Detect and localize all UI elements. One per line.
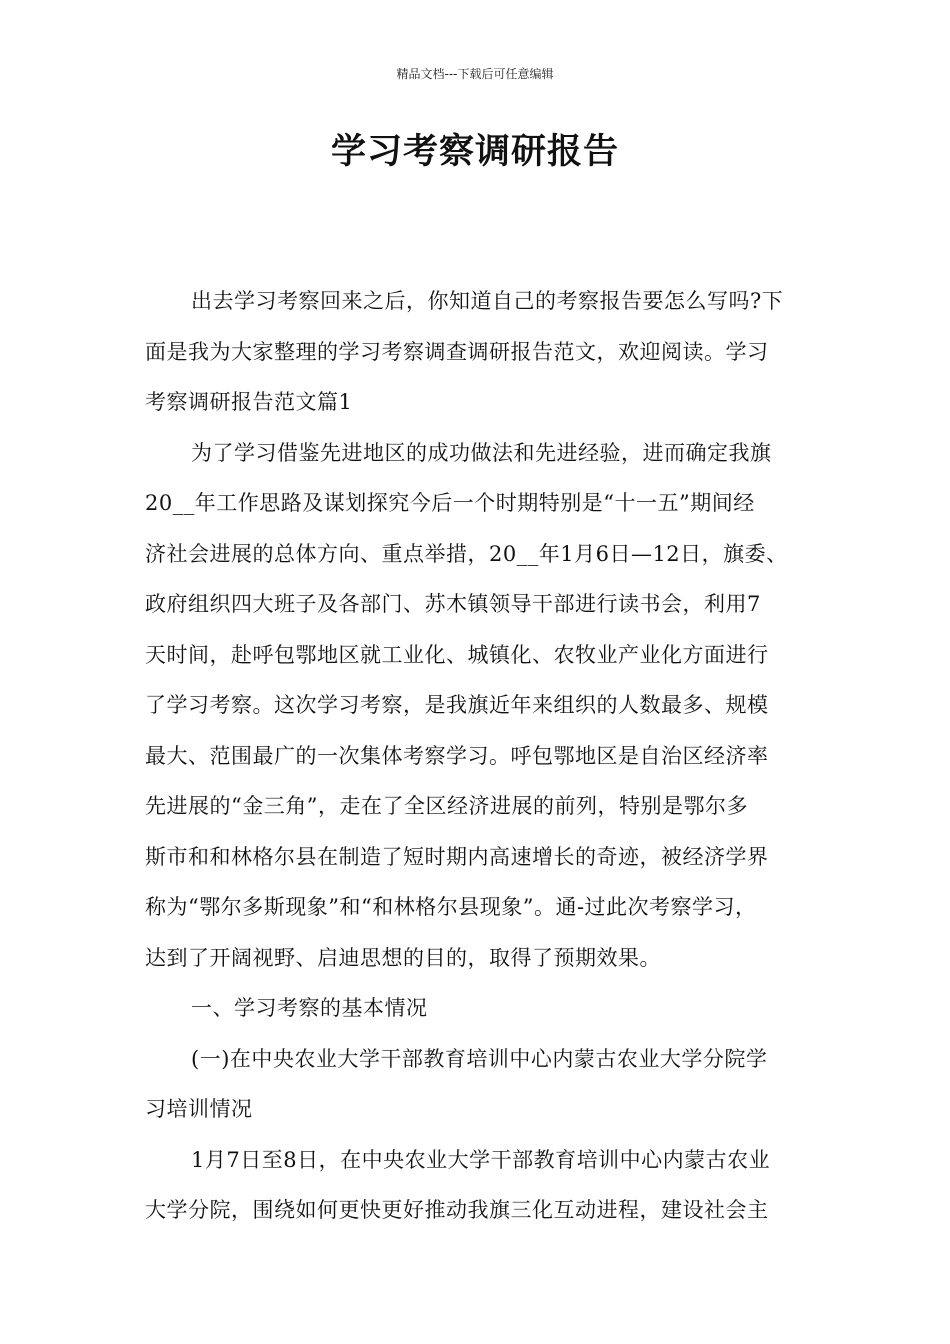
subsection-heading: (一)在中央农业大学干部教育培训中心内蒙古农业大学分院学 [191,1046,768,1071]
subsection-heading: 习培训情况 [145,1097,253,1121]
paragraph-line: 斯市和和林格尔县在制造了短时期内高速增长的奇迹，被经济学界 [145,844,769,869]
document-title: 学习考察调研报告 [330,132,619,172]
paragraph-line: 1月7日至8日，在中央农业大学干部教育培训中心内蒙古农业 [191,1147,771,1172]
paragraph-line: 济社会进展的总体方向、重点举措，20__年1月6日—12日，旗委、 [145,541,788,566]
paragraph-line: 面是我为大家整理的学习考察调查调研报告范文，欢迎阅读。学习 [145,339,769,364]
paragraph-line: 达到了开阔视野、启迪思想的目的，取得了预期效果。 [145,945,661,970]
paragraph-line: 出去学习考察回来之后，你知道自己的考察报告要怎么写吗?下 [191,289,784,313]
paragraph-line: 了学习考察。这次学习考察，是我旗近年来组织的人数最多、规模 [145,693,769,717]
paragraph-line: 考察调研报告范文篇1 [145,390,353,414]
page-header: 精品文档---下载后可任意编辑 [396,67,554,81]
paragraph-line: 天时间，赴呼包鄂地区就工业化、城镇化、农牧业产业化方面进行 [145,642,769,667]
paragraph-line: 先进展的“金三角”，走在了全区经济进展的前列，特别是鄂尔多 [145,794,748,818]
paragraph-line: 最大、范围最广的一次集体考察学习。呼包鄂地区是自治区经济率 [145,743,769,768]
document-body [145,276,835,1236]
paragraph-line: 称为“鄂尔多斯现象”和“和林格尔县现象”。通-过此次考察学习， [145,895,757,919]
paragraph-line: 20__年工作思路及谋划探究今后一个时期特别是“十一五”期间经 [145,491,755,515]
paragraph-line: 为了学习借鉴先进地区的成功做法和先进经验，进而确定我旗 [191,440,772,465]
section-heading: 一、学习考察的基本情况 [191,996,428,1020]
paragraph-line: 大学分院，围绕如何更快更好推动我旗三化互动进程，建设社会主 [145,1198,769,1222]
paragraph-line: 政府组织四大班子及各部门、苏木镇领导干部进行读书会，利用7 [145,592,761,616]
